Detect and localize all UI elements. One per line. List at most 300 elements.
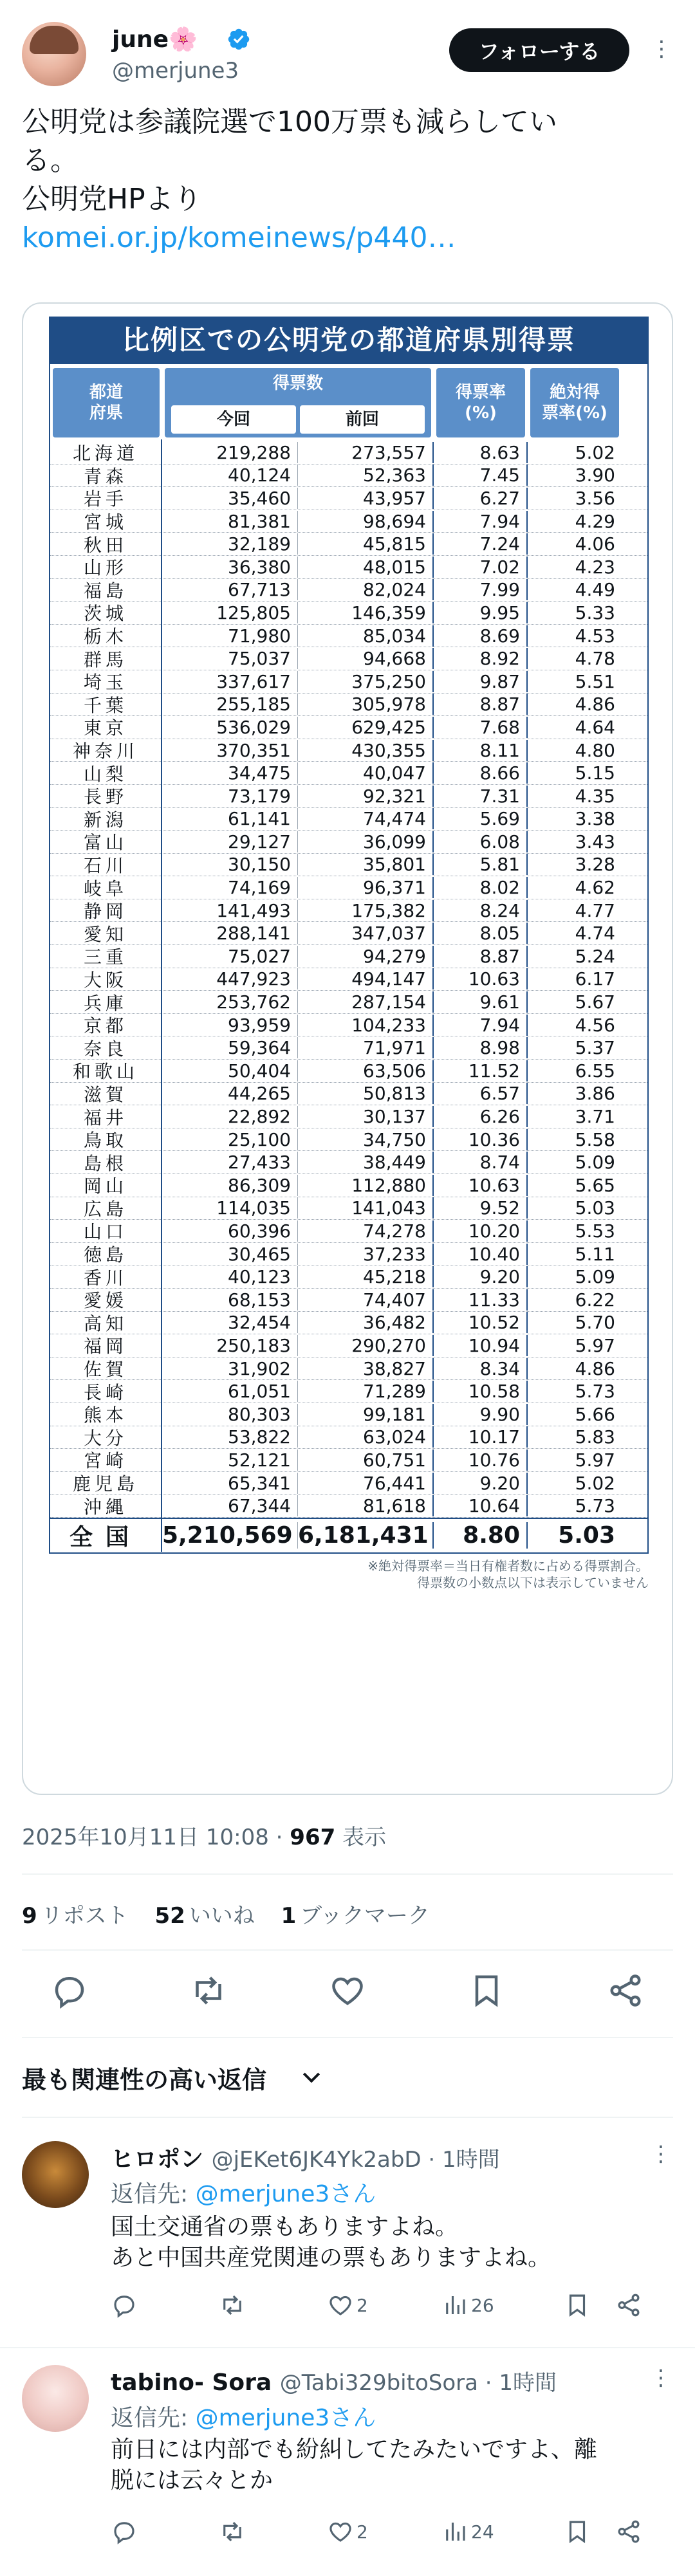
row-vote-rate: 8.05 (434, 923, 528, 944)
table-body (49, 441, 649, 1518)
row-vote-rate: 7.68 (434, 717, 528, 738)
reply-more-icon[interactable]: ⋮ (650, 2365, 672, 2391)
row-vote-rate: 9.20 (434, 1473, 528, 1494)
row-current-votes: 80,303 (162, 1404, 298, 1425)
row-vote-rate: 8.87 (434, 694, 528, 715)
table-row (50, 1197, 647, 1220)
vote-table (49, 317, 649, 1591)
row-prefecture: 東京 (50, 714, 162, 740)
row-prefecture: 京都 (50, 1012, 162, 1038)
reply-avatar[interactable] (22, 2141, 89, 2208)
row-absolute-rate: 5.73 (575, 1381, 615, 1403)
row-previous-votes: 112,880 (298, 1175, 434, 1196)
row-absolute-rate: 4.23 (575, 556, 615, 578)
row-previous-votes: 94,279 (298, 946, 434, 967)
row-prefecture: 愛知 (50, 921, 162, 946)
engagement-stats (22, 1898, 449, 1929)
table-row (50, 1174, 647, 1197)
row-previous-votes: 71,289 (298, 1381, 434, 1402)
reply-item[interactable] (0, 2123, 695, 2346)
post-timestamp[interactable] (22, 1819, 386, 1851)
row-prefecture: 鹿児島 (50, 1470, 162, 1496)
reply-repost-button[interactable] (219, 2292, 327, 2319)
row-current-votes: 32,189 (162, 533, 298, 555)
reply-view-count: 26 (471, 2294, 494, 2316)
divider (22, 1873, 673, 1875)
header-prefecture (53, 368, 160, 437)
table-row (50, 922, 647, 945)
row-previous-votes: 287,154 (298, 991, 434, 1013)
row-absolute-rate: 5.15 (575, 762, 615, 784)
row-prefecture: 愛媛 (50, 1287, 162, 1312)
table-row (50, 762, 647, 785)
row-previous-votes: 290,270 (298, 1335, 434, 1356)
row-vote-rate: 7.94 (434, 1015, 528, 1036)
reply-text-line: あと中国共産党関連の票もありますよね。 (111, 2245, 551, 2271)
bookmark-icon (564, 2292, 591, 2319)
row-previous-votes: 50,813 (298, 1083, 434, 1104)
row-previous-votes: 82,024 (298, 579, 434, 600)
table-row (50, 876, 647, 899)
author-avatar[interactable] (22, 22, 86, 86)
like-icon[interactable] (328, 1971, 367, 2010)
reply-actions (111, 2516, 664, 2548)
table-row (50, 670, 647, 694)
footnote-line: 得票数の小数点以下は表示していません (417, 1574, 649, 1590)
bookmark-icon[interactable] (467, 1971, 506, 2010)
row-absolute-rate: 4.64 (575, 716, 615, 738)
row-current-votes: 61,141 (162, 808, 298, 829)
divider (22, 2117, 673, 2118)
table-row (50, 465, 647, 488)
row-previous-votes: 74,407 (298, 1289, 434, 1311)
row-current-votes: 50,404 (162, 1060, 298, 1081)
author-name[interactable]: june🌸 (112, 26, 198, 53)
row-previous-votes: 38,449 (298, 1152, 434, 1173)
row-absolute-rate: 5.02 (575, 1472, 615, 1494)
bookmarks-stat[interactable] (281, 1903, 430, 1929)
table-row (50, 1495, 647, 1518)
views-count: 967 (290, 1825, 336, 1850)
reply-author[interactable] (111, 2365, 557, 2397)
reply-like-count: 2 (357, 2521, 368, 2543)
row-previous-votes: 45,218 (298, 1266, 434, 1287)
table-row (50, 579, 647, 602)
table-row (50, 1014, 647, 1037)
table-row (50, 1105, 647, 1128)
table-footnote (49, 1558, 649, 1591)
table-row (50, 1357, 647, 1381)
row-vote-rate: 8.24 (434, 900, 528, 921)
chevron-down-icon[interactable] (299, 2064, 324, 2090)
row-vote-rate: 10.64 (434, 1495, 528, 1516)
follow-button[interactable]: フォローする (449, 28, 629, 72)
author-handle[interactable]: @merjune3 (112, 58, 239, 84)
replies-section-title[interactable]: 最も関連性の高い返信 (22, 2066, 267, 2094)
row-previous-votes: 494,147 (298, 968, 434, 989)
row-prefecture: 福井 (50, 1104, 162, 1130)
row-previous-votes: 38,827 (298, 1358, 434, 1379)
row-previous-votes: 63,506 (298, 1060, 434, 1081)
row-prefecture: 茨城 (50, 600, 162, 625)
row-previous-votes: 273,557 (298, 442, 434, 463)
reply-views-button[interactable] (441, 2292, 564, 2319)
row-current-votes: 75,027 (162, 946, 298, 967)
header-current: 今回 (171, 405, 296, 434)
reply-bookmark-button[interactable] (564, 2292, 615, 2319)
reply-to-label: 返信先: (111, 2181, 196, 2207)
row-prefecture: 和歌山 (50, 1058, 162, 1083)
row-previous-votes: 34,750 (298, 1129, 434, 1150)
table-row (50, 1472, 647, 1495)
verified-badge-icon (227, 27, 251, 51)
reply-share-button[interactable] (615, 2518, 642, 2545)
reply-avatar[interactable] (22, 2365, 89, 2432)
reply-to-label: 返信先: (111, 2405, 196, 2431)
row-vote-rate: 10.76 (434, 1449, 528, 1471)
views-chart-icon (441, 2518, 468, 2545)
row-prefecture: 広島 (50, 1195, 162, 1221)
views-label: 表示 (335, 1825, 387, 1850)
row-absolute-rate: 5.83 (575, 1426, 615, 1448)
header-text: (%) (465, 403, 497, 423)
row-current-votes: 34,475 (162, 762, 298, 784)
row-previous-votes: 99,181 (298, 1404, 434, 1425)
table-row (50, 899, 647, 923)
row-prefecture: 滋賀 (50, 1081, 162, 1107)
post-header (22, 22, 673, 94)
row-current-votes: 86,309 (162, 1175, 298, 1196)
row-current-votes: 74,169 (162, 877, 298, 898)
row-prefecture: 北海道 (50, 439, 162, 465)
like-icon (327, 2292, 354, 2319)
likes-label: いいね (189, 1903, 255, 1929)
row-current-votes: 536,029 (162, 717, 298, 738)
row-current-votes: 35,460 (162, 488, 298, 509)
post-text-line: る。 (22, 144, 79, 177)
reply-reply-button[interactable] (111, 2292, 219, 2319)
row-previous-votes: 76,441 (298, 1473, 434, 1494)
row-previous-votes: 98,694 (298, 511, 434, 532)
row-absolute-rate: 5.97 (575, 1334, 615, 1356)
row-prefecture: 静岡 (50, 897, 162, 923)
row-prefecture: 沖縄 (50, 1493, 162, 1519)
table-row (50, 739, 647, 762)
row-vote-rate: 6.57 (434, 1083, 528, 1104)
row-absolute-rate: 4.86 (575, 1357, 615, 1379)
header-text: 絶対得 (549, 383, 600, 402)
row-absolute-rate: 4.77 (575, 899, 615, 921)
row-current-votes: 40,123 (162, 1266, 298, 1287)
row-prefecture: 宮城 (50, 508, 162, 534)
reposts-stat[interactable] (22, 1903, 129, 1929)
row-prefecture: 長崎 (50, 1379, 162, 1404)
table-header-row (49, 364, 649, 441)
header-text: 得票数 (272, 374, 323, 393)
table-row (50, 1151, 647, 1174)
table-row (50, 1334, 647, 1357)
row-current-votes: 81,381 (162, 511, 298, 532)
row-prefecture: 福岡 (50, 1332, 162, 1358)
attached-image[interactable] (22, 302, 673, 1795)
row-absolute-rate: 5.51 (575, 670, 615, 692)
table-row (50, 854, 647, 877)
row-previous-votes: 94,668 (298, 648, 434, 669)
total-previous: 6,181,431 (298, 1522, 434, 1549)
row-vote-rate: 10.36 (434, 1129, 528, 1150)
row-current-votes: 114,035 (162, 1197, 298, 1219)
row-current-votes: 29,127 (162, 831, 298, 852)
table-row (50, 1128, 647, 1152)
row-previous-votes: 175,382 (298, 900, 434, 921)
reply-text (111, 2434, 664, 2496)
row-current-votes: 73,179 (162, 786, 298, 807)
share-icon (615, 2292, 642, 2319)
row-current-votes: 255,185 (162, 694, 298, 715)
row-current-votes: 25,100 (162, 1129, 298, 1150)
row-vote-rate: 5.69 (434, 808, 528, 829)
row-current-votes: 65,341 (162, 1473, 298, 1494)
row-prefecture: 山形 (50, 554, 162, 580)
row-prefecture: 熊本 (50, 1401, 162, 1427)
share-icon[interactable] (606, 1971, 645, 2010)
reply-author[interactable] (111, 2141, 500, 2174)
row-previous-votes: 85,034 (298, 625, 434, 647)
row-absolute-rate: 4.49 (575, 579, 615, 601)
views-chart-icon (441, 2292, 468, 2319)
table-row (50, 694, 647, 717)
row-previous-votes: 375,250 (298, 671, 434, 692)
row-absolute-rate: 5.09 (575, 1266, 615, 1288)
row-vote-rate: 7.99 (434, 579, 528, 600)
reply-reply-button[interactable] (111, 2518, 219, 2545)
table-row (50, 1312, 647, 1335)
reply-actions (111, 2289, 664, 2321)
row-absolute-rate: 3.90 (575, 465, 615, 486)
row-absolute-rate: 5.67 (575, 991, 615, 1013)
row-vote-rate: 9.95 (434, 602, 528, 623)
row-prefecture: 大阪 (50, 966, 162, 992)
row-vote-rate: 7.24 (434, 533, 528, 555)
row-previous-votes: 36,099 (298, 831, 434, 852)
row-prefecture: 新潟 (50, 806, 162, 832)
row-current-votes: 22,892 (162, 1106, 298, 1127)
post-link[interactable]: komei.or.jp/komeinews/p440… (22, 221, 456, 254)
row-current-votes: 27,433 (162, 1152, 298, 1173)
row-previous-votes: 30,137 (298, 1106, 434, 1127)
row-vote-rate: 10.63 (434, 968, 528, 989)
row-previous-votes: 629,425 (298, 717, 434, 738)
row-vote-rate: 10.63 (434, 1175, 528, 1196)
reply-text-line: 国土交通省の票もありますよね。 (111, 2214, 459, 2240)
reply-share-button[interactable] (615, 2292, 642, 2319)
row-current-votes: 447,923 (162, 968, 298, 989)
table-row (50, 1083, 647, 1106)
row-prefecture: 岩手 (50, 485, 162, 511)
post-text (22, 103, 672, 257)
row-previous-votes: 104,233 (298, 1015, 434, 1036)
reply-repost-button[interactable] (219, 2518, 327, 2545)
table-row (50, 991, 647, 1014)
post-text-line: 公明党は参議院選で100万票も減らしてい (22, 106, 557, 138)
likes-stat[interactable] (154, 1903, 254, 1929)
table-row (50, 831, 647, 854)
reply-icon (111, 2292, 138, 2319)
row-current-votes: 288,141 (162, 923, 298, 944)
row-vote-rate: 7.02 (434, 557, 528, 578)
reply-views-button[interactable] (441, 2518, 564, 2545)
row-current-votes: 71,980 (162, 625, 298, 647)
row-previous-votes: 305,978 (298, 694, 434, 715)
row-vote-rate: 8.92 (434, 648, 528, 669)
header-votes (165, 368, 431, 437)
row-previous-votes: 45,815 (298, 533, 434, 555)
reply-author-handle: @jEKet6JK4Yk2abD · 1時間 (211, 2147, 500, 2173)
row-previous-votes: 40,047 (298, 762, 434, 784)
row-absolute-rate: 5.73 (575, 1495, 615, 1517)
more-options-icon[interactable]: ⋮ (651, 36, 672, 62)
row-vote-rate: 7.94 (434, 511, 528, 532)
like-icon (327, 2518, 354, 2545)
row-prefecture: 山梨 (50, 760, 162, 786)
row-absolute-rate: 6.55 (575, 1060, 615, 1081)
reply-to-mention[interactable]: @merjune3さん (195, 2181, 376, 2207)
table-row (50, 1265, 647, 1289)
row-absolute-rate: 5.11 (575, 1243, 615, 1265)
table-row (50, 716, 647, 739)
row-prefecture: 佐賀 (50, 1356, 162, 1381)
row-current-votes: 44,265 (162, 1083, 298, 1104)
table-row (50, 968, 647, 991)
row-previous-votes: 347,037 (298, 923, 434, 944)
row-vote-rate: 10.20 (434, 1220, 528, 1242)
row-prefecture: 富山 (50, 829, 162, 854)
row-absolute-rate: 5.97 (575, 1449, 615, 1471)
reply-like-button[interactable] (327, 2292, 441, 2319)
header-text: 都道 (89, 383, 123, 402)
reply-icon[interactable] (50, 1971, 89, 2010)
row-current-votes: 75,037 (162, 648, 298, 669)
table-row (50, 1289, 647, 1312)
reply-like-button[interactable] (327, 2518, 441, 2545)
row-vote-rate: 6.08 (434, 831, 528, 852)
row-absolute-rate: 5.66 (575, 1403, 615, 1425)
row-absolute-rate: 5.65 (575, 1174, 615, 1196)
reply-to (111, 2400, 376, 2433)
row-absolute-rate: 3.43 (575, 831, 615, 852)
row-prefecture: 鳥取 (50, 1127, 162, 1152)
divider (22, 1949, 673, 1951)
row-current-votes: 59,364 (162, 1037, 298, 1058)
bookmark-icon (564, 2518, 591, 2545)
reply-to-mention[interactable]: @merjune3さん (195, 2405, 376, 2431)
header-vote-rate (436, 368, 525, 437)
bookmarks-count: 1 (281, 1903, 297, 1929)
row-current-votes: 125,805 (162, 602, 298, 623)
table-row (50, 647, 647, 670)
row-current-votes: 53,822 (162, 1426, 298, 1448)
row-prefecture: 埼玉 (50, 668, 162, 694)
header-previous: 前回 (300, 405, 425, 434)
row-current-votes: 370,351 (162, 740, 298, 761)
row-absolute-rate: 4.35 (575, 785, 615, 807)
row-absolute-rate: 4.80 (575, 739, 615, 761)
row-absolute-rate: 3.38 (575, 808, 615, 830)
total-absolute-rate: 5.03 (558, 1522, 615, 1549)
row-vote-rate: 10.17 (434, 1426, 528, 1448)
row-prefecture: 長野 (50, 783, 162, 809)
row-current-votes: 30,150 (162, 854, 298, 875)
row-vote-rate: 9.90 (434, 1404, 528, 1425)
likes-count: 52 (154, 1903, 185, 1929)
reply-to (111, 2176, 376, 2209)
row-vote-rate: 8.34 (434, 1358, 528, 1379)
row-previous-votes: 35,801 (298, 854, 434, 875)
row-absolute-rate: 5.37 (575, 1037, 615, 1059)
header-text: 府県 (89, 403, 123, 423)
table-row (50, 1060, 647, 1083)
row-prefecture: 三重 (50, 943, 162, 969)
reposts-count: 9 (22, 1903, 37, 1929)
row-previous-votes: 430,355 (298, 740, 434, 761)
row-previous-votes: 146,359 (298, 602, 434, 623)
row-previous-votes: 43,957 (298, 488, 434, 509)
row-current-votes: 141,493 (162, 900, 298, 921)
reposts-label: リポスト (41, 1903, 129, 1929)
row-absolute-rate: 4.62 (575, 877, 615, 899)
total-vote-rate: 8.80 (434, 1522, 528, 1549)
row-vote-rate: 8.74 (434, 1152, 528, 1173)
row-absolute-rate: 5.58 (575, 1128, 615, 1150)
reply-icon (111, 2518, 138, 2545)
row-prefecture: 神奈川 (50, 737, 162, 763)
row-current-votes: 30,465 (162, 1244, 298, 1265)
table-row (50, 487, 647, 510)
row-current-votes: 40,124 (162, 465, 298, 486)
table-row (50, 625, 647, 648)
row-vote-rate: 8.66 (434, 762, 528, 784)
reply-item[interactable] (0, 2348, 695, 2573)
row-absolute-rate: 4.78 (575, 648, 615, 670)
table-total-row (49, 1518, 649, 1554)
table-row (50, 1403, 647, 1426)
row-absolute-rate: 3.86 (575, 1083, 615, 1105)
row-absolute-rate: 6.17 (575, 968, 615, 990)
reply-like-count: 2 (357, 2294, 368, 2316)
row-prefecture: 岐阜 (50, 875, 162, 901)
row-current-votes: 250,183 (162, 1335, 298, 1356)
bookmarks-label: ブックマーク (300, 1903, 430, 1929)
row-previous-votes: 37,233 (298, 1244, 434, 1265)
row-vote-rate: 8.11 (434, 740, 528, 761)
row-previous-votes: 96,371 (298, 877, 434, 898)
table-row (50, 510, 647, 533)
reply-more-icon[interactable]: ⋮ (650, 2141, 672, 2167)
row-prefecture: 福島 (50, 577, 162, 603)
footnote-line: ※絶対得票率＝当日有権者数に占める得票割合。 (367, 1558, 649, 1574)
repost-icon (219, 2292, 246, 2319)
row-prefecture: 兵庫 (50, 989, 162, 1015)
reply-text-line: 前日には内部でも紛糾してたみたいですよ、離 (111, 2436, 598, 2463)
header-text: 票率(%) (542, 403, 607, 423)
row-current-votes: 32,454 (162, 1312, 298, 1333)
row-previous-votes: 74,278 (298, 1220, 434, 1242)
table-row (50, 602, 647, 625)
repost-icon[interactable] (189, 1971, 228, 2010)
row-vote-rate: 7.31 (434, 786, 528, 807)
row-absolute-rate: 5.70 (575, 1312, 615, 1334)
reply-bookmark-button[interactable] (564, 2518, 615, 2545)
